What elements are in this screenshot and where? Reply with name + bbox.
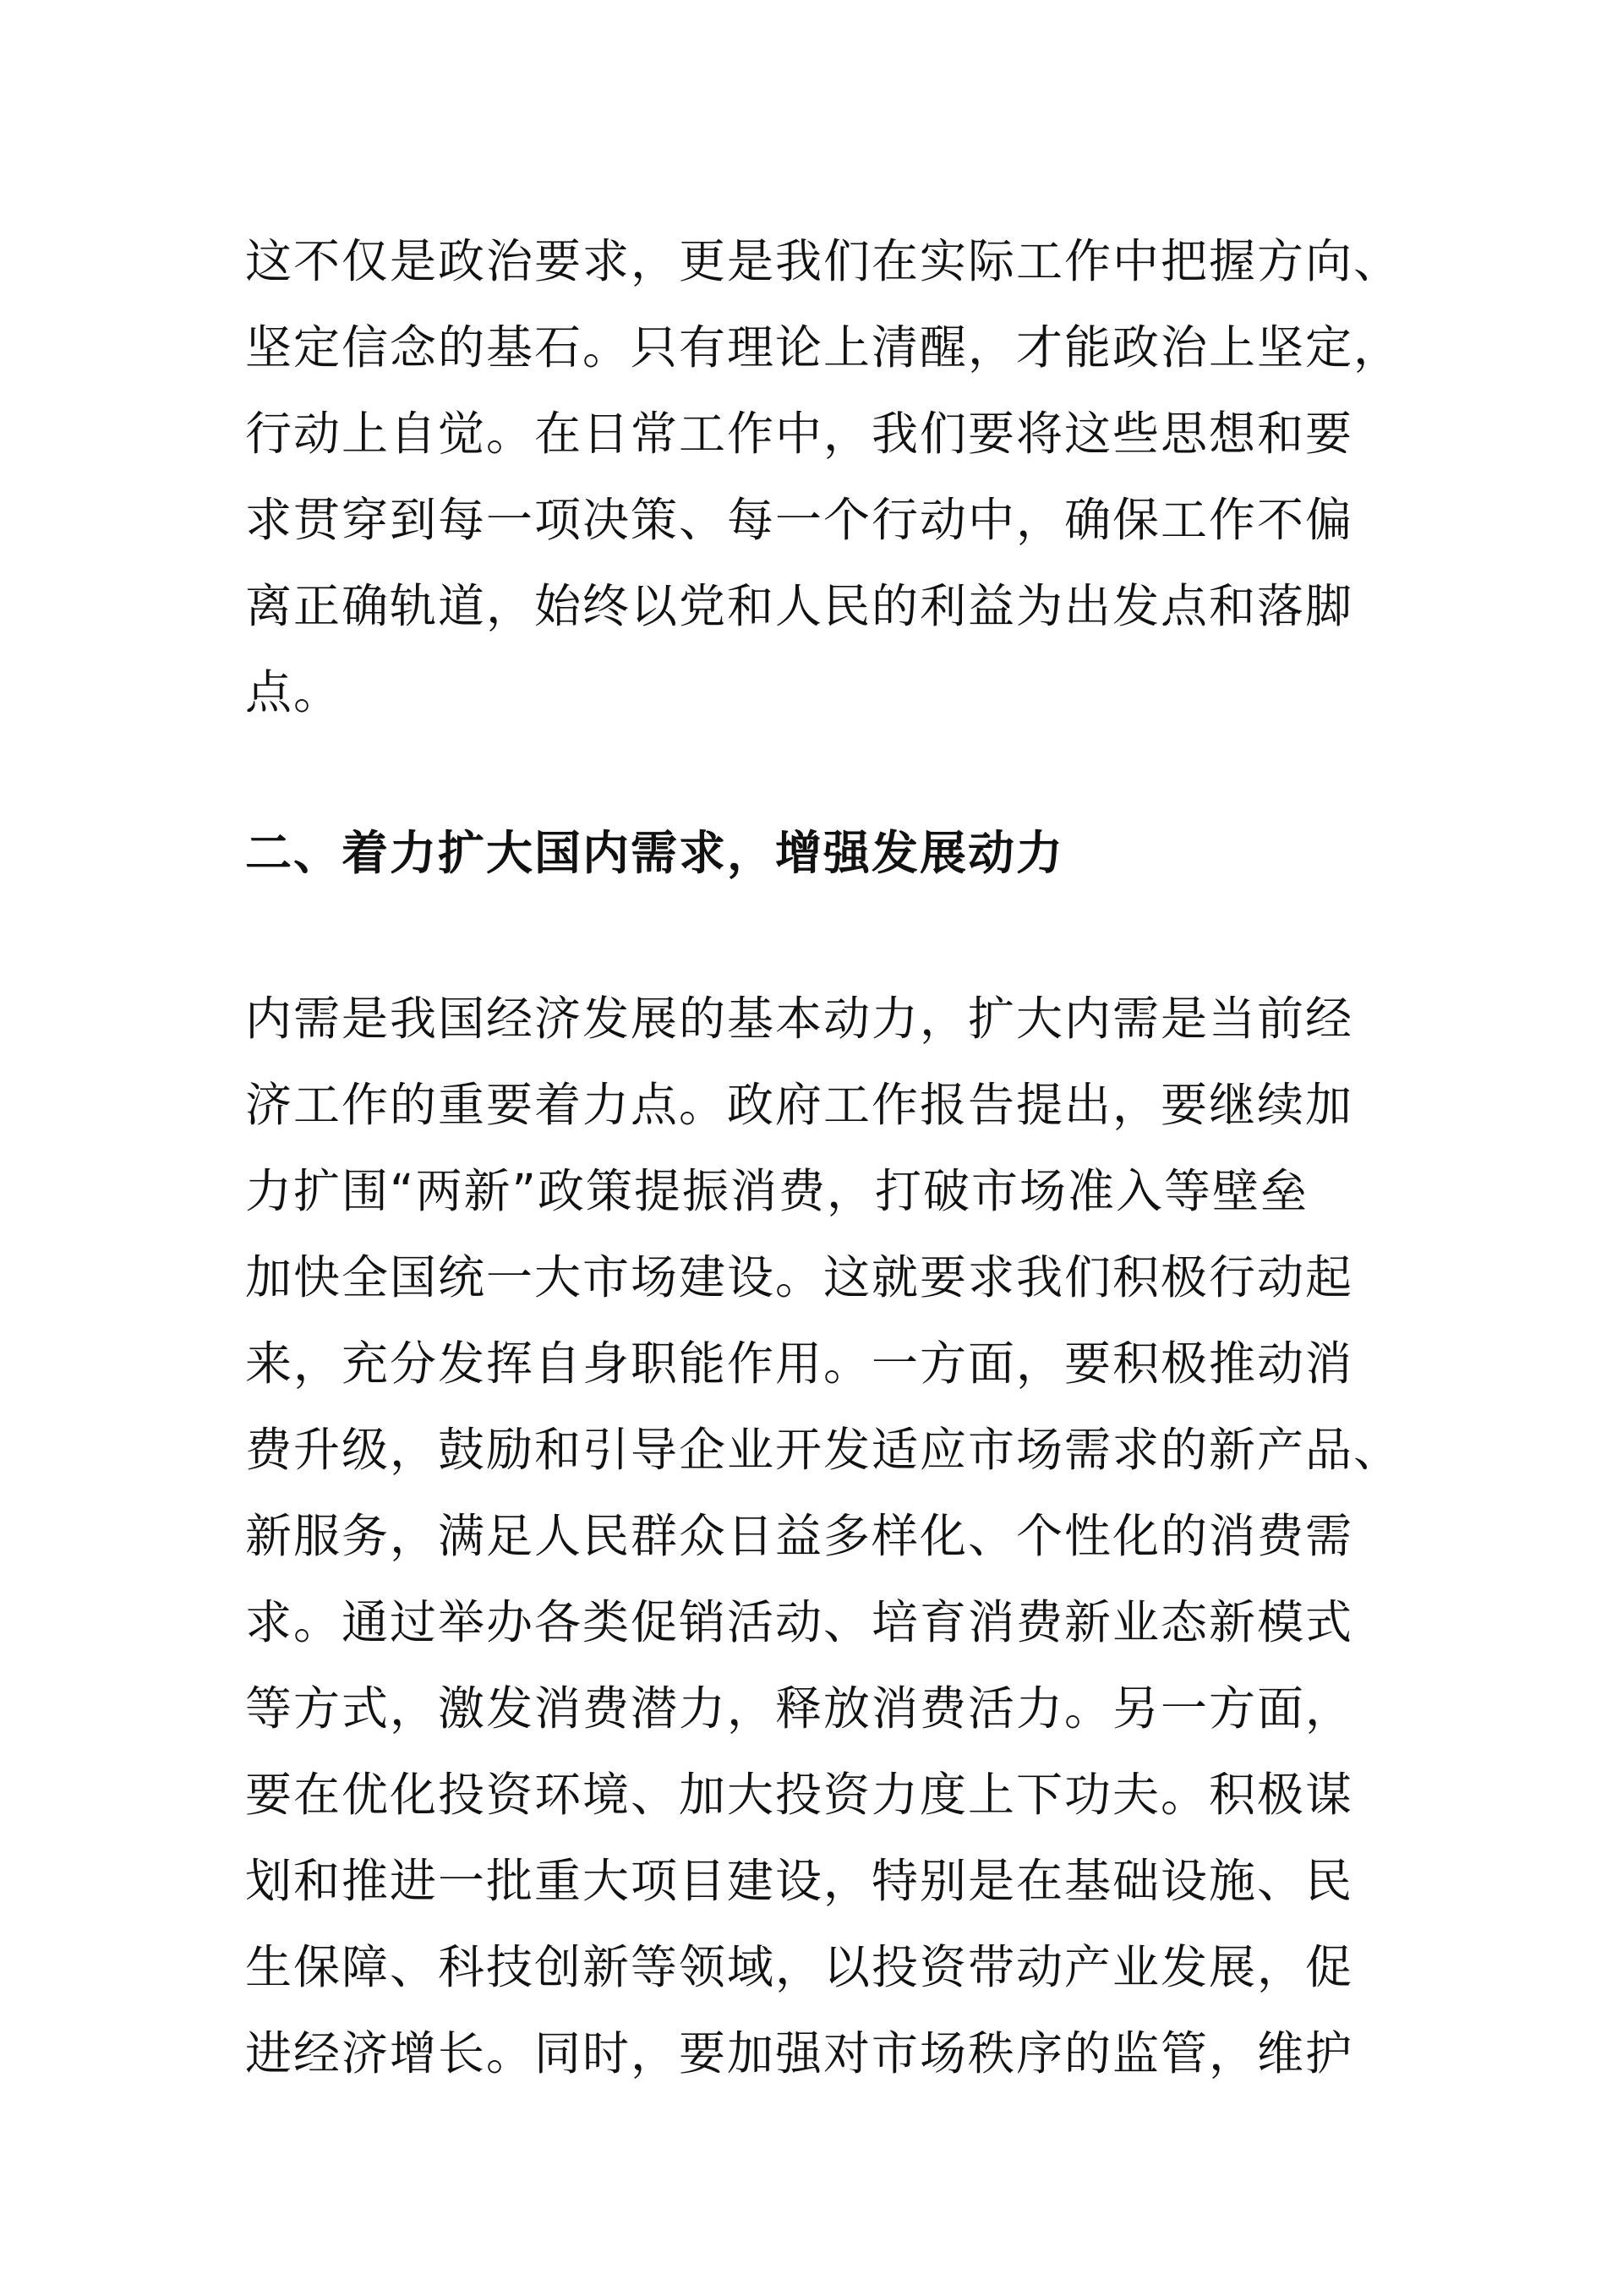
paragraph-line: 生保障、科技创新等领域，以投资带动产业发展，促 <box>245 1940 1354 1994</box>
paragraph-line: 坚定信念的基石。只有理论上清醒，才能政治上坚定， <box>245 320 1402 374</box>
paragraph-line: 这不仅是政治要求，更是我们在实际工作中把握方向、 <box>245 234 1402 288</box>
section-heading: 二、着力扩大国内需求，增强发展动力 <box>245 826 1065 880</box>
paragraph-line: 加快全国统一大市场建设。这就要求我们积极行动起 <box>245 1250 1354 1304</box>
paragraph-line: 进经济增长。同时，要加强对市场秩序的监管，维护 <box>245 2026 1354 2080</box>
paragraph-line: 离正确轨道，始终以党和人民的利益为出发点和落脚 <box>245 579 1354 633</box>
document-body <box>245 218 1402 2096</box>
paragraph-line: 力扩围“两新”政策提振消费，打破市场准入等壁垒 <box>245 1164 1309 1218</box>
paragraph-line: 求贯穿到每一项决策、每一个行动中，确保工作不偏 <box>245 493 1354 547</box>
paragraph-line: 等方式，激发消费潜力，释放消费活力。另一方面， <box>245 1681 1354 1736</box>
paragraph-line: 求。通过举办各类促销活动、培育消费新业态新模式 <box>245 1595 1354 1649</box>
paragraph-line: 划和推进一批重大项目建设，特别是在基础设施、民 <box>245 1854 1354 1908</box>
paragraph-line: 内需是我国经济发展的基本动力，扩大内需是当前经 <box>245 992 1354 1046</box>
paragraph-2 <box>245 976 1402 2096</box>
paragraph-line: 点。 <box>245 665 342 719</box>
paragraph-line: 济工作的重要着力点。政府工作报告提出，要继续加 <box>245 1078 1354 1132</box>
paragraph-line: 新服务，满足人民群众日益多样化、个性化的消费需 <box>245 1509 1354 1563</box>
paragraph-1 <box>245 218 1402 735</box>
paragraph-line: 行动上自觉。在日常工作中，我们要将这些思想和要 <box>245 407 1354 461</box>
paragraph-line: 要在优化投资环境、加大投资力度上下功夫。积极谋 <box>245 1768 1354 1822</box>
paragraph-line: 费升级，鼓励和引导企业开发适应市场需求的新产品、 <box>245 1423 1402 1477</box>
paragraph-line: 来，充分发挥自身职能作用。一方面，要积极推动消 <box>245 1337 1354 1391</box>
